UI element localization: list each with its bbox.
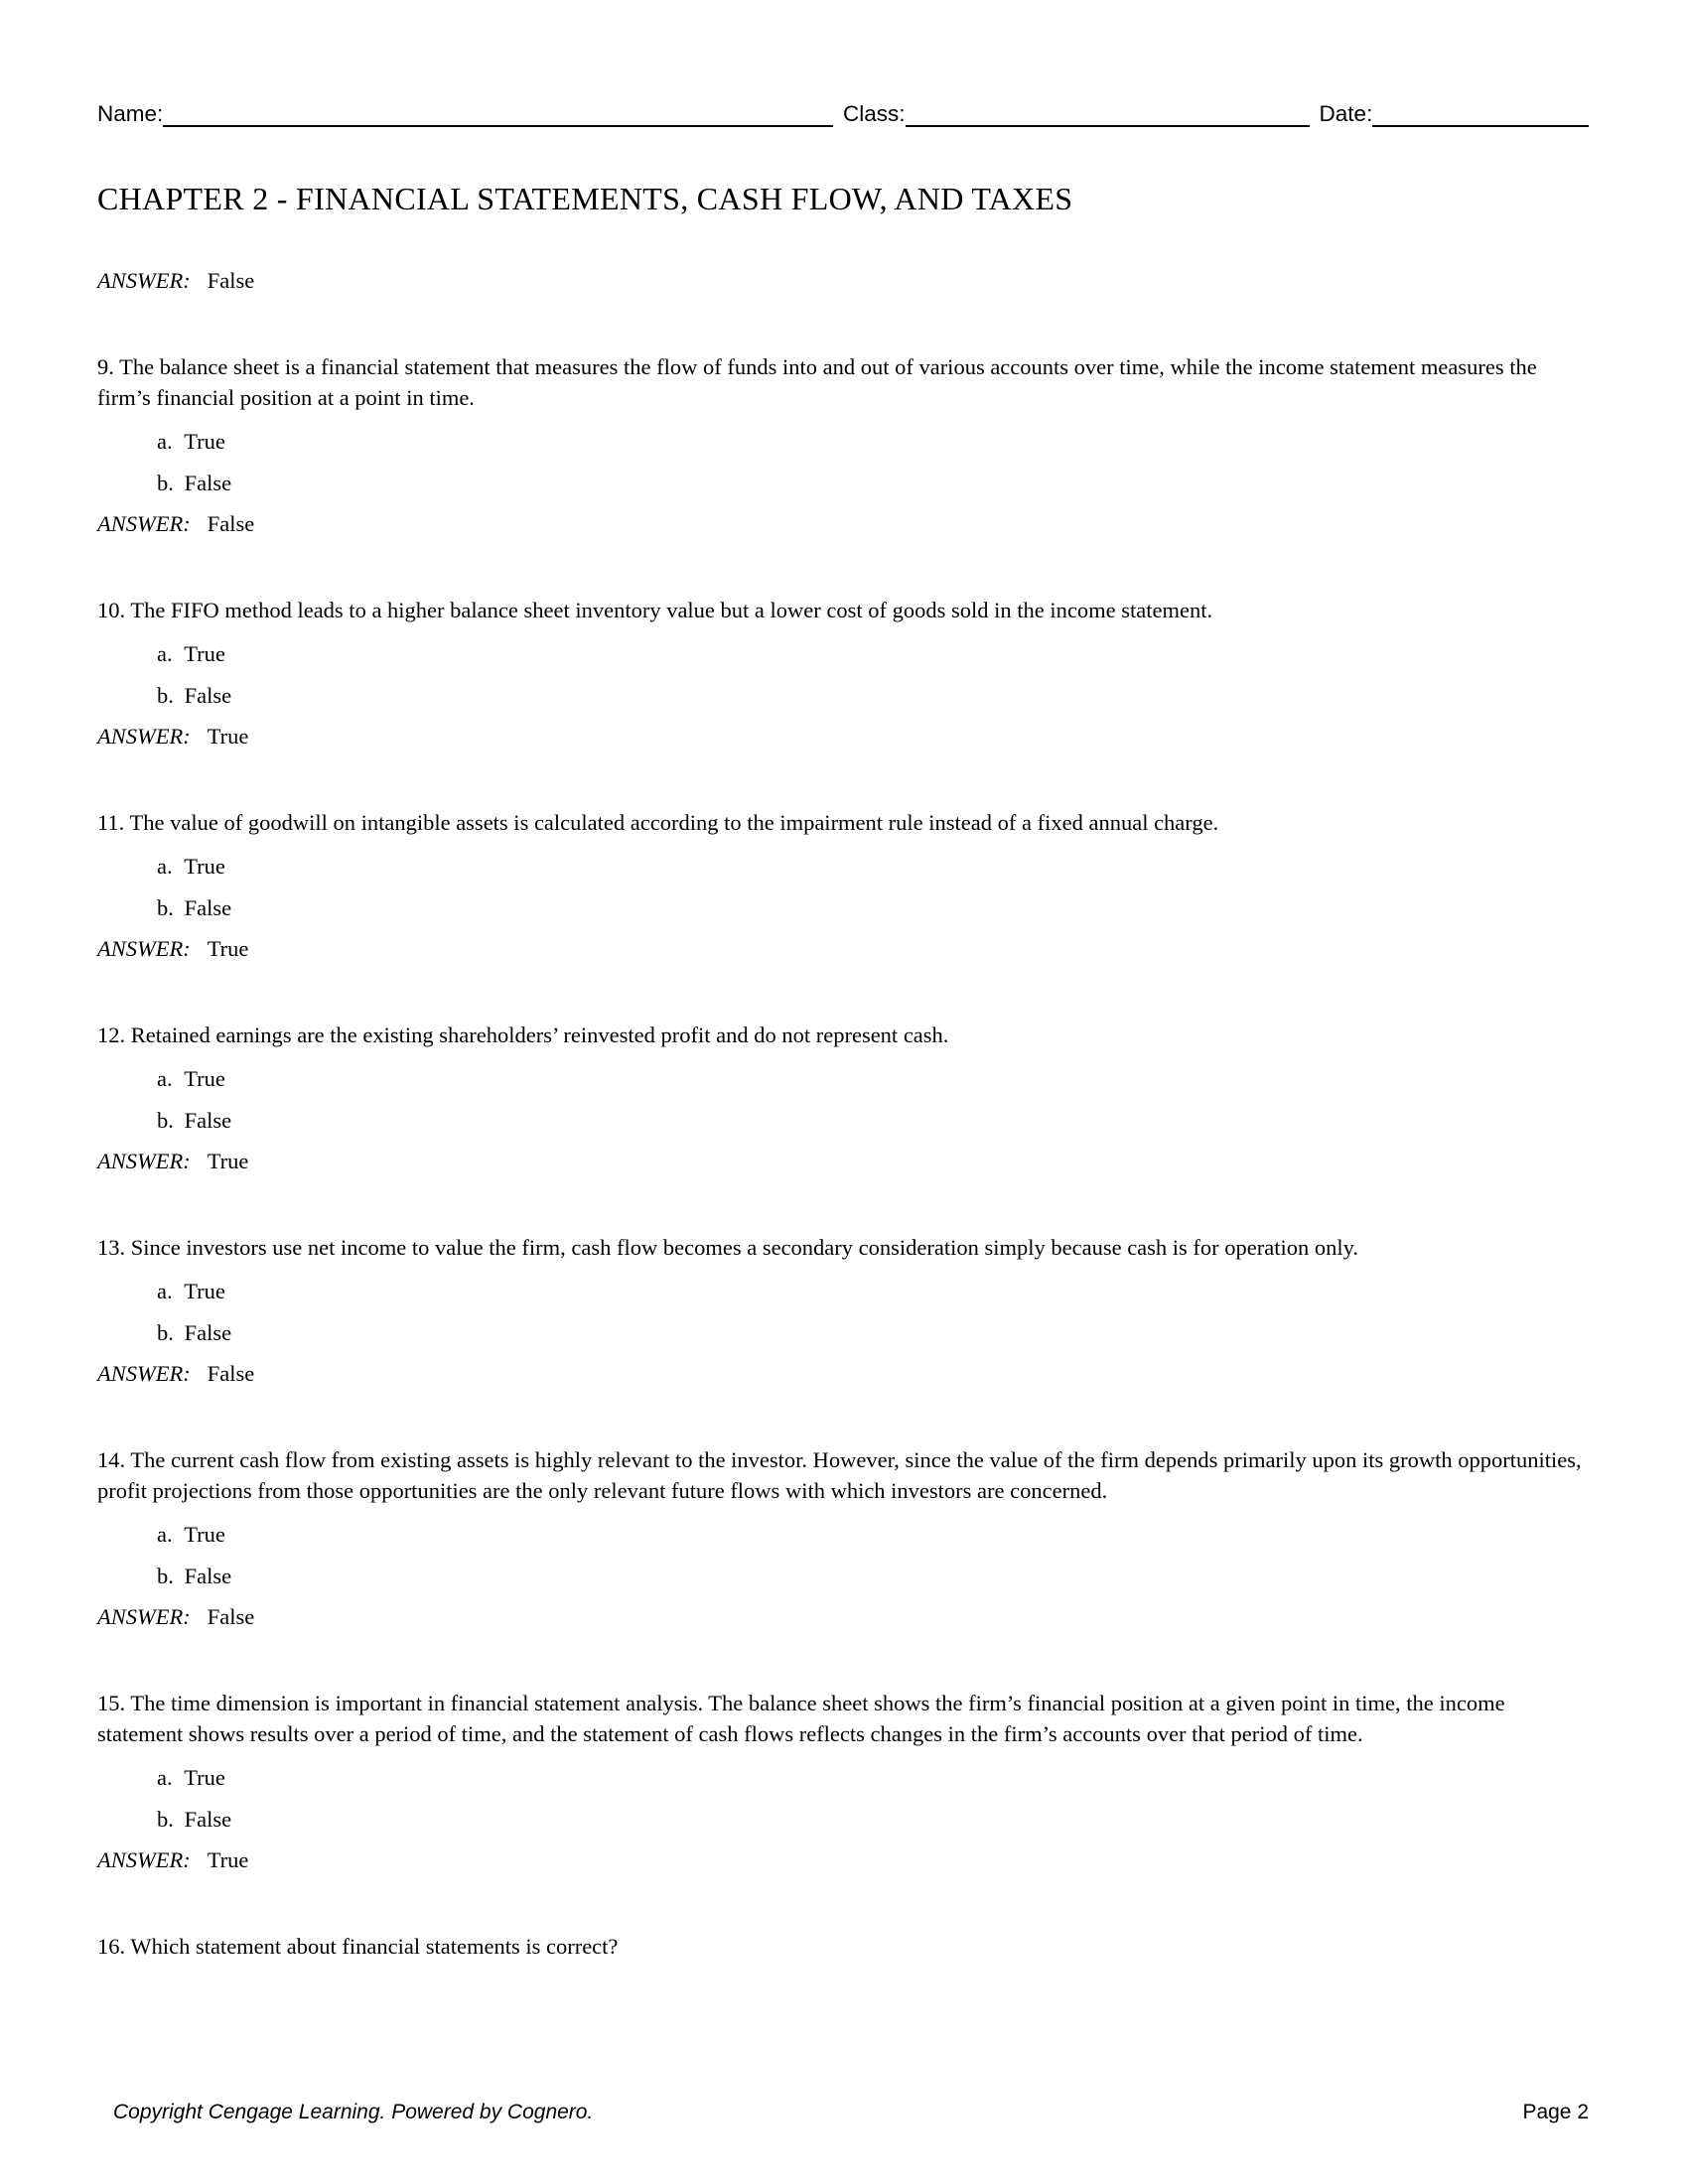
choices-list <box>97 1515 1589 1598</box>
answer-label: ANSWER: <box>97 268 191 293</box>
choice-letter: b. <box>157 895 174 920</box>
answer-line <box>97 933 1589 964</box>
choice-letter: a. <box>157 1066 173 1091</box>
choice-label: True <box>184 1279 225 1303</box>
choice-letter: b. <box>157 471 174 495</box>
question-body: The current cash flow from existing assets is highly relevant to the investor. However, since the value of the firm depends primarily upon its growth opportunities, profit projections from those opportunities are the only relevant future flows with which investors are concerned. <box>97 1447 1582 1503</box>
choice-a <box>157 1059 1589 1101</box>
name-blank-line <box>163 101 833 127</box>
question-text <box>97 1931 1589 1962</box>
choices-list <box>97 1758 1589 1842</box>
answer-value: False <box>207 511 255 536</box>
choice-letter: b. <box>157 1564 174 1588</box>
date-blank-line <box>1372 101 1589 127</box>
question-body: The FIFO method leads to a higher balance sheet inventory value but a lower cost of goods sold in the income statement. <box>130 598 1213 622</box>
answer-line <box>97 721 1589 751</box>
choices-list <box>97 422 1589 505</box>
choice-label: True <box>184 1066 225 1091</box>
choice-letter: b. <box>157 1807 174 1832</box>
page-footer <box>113 2101 1589 2124</box>
choice-label: False <box>184 683 232 708</box>
copyright-text: Copyright Cengage Learning. Powered by Cognero. <box>113 2101 594 2123</box>
question-text <box>97 807 1589 838</box>
choice-b <box>157 1313 1589 1355</box>
question-text <box>97 1232 1589 1263</box>
answer-value: True <box>207 936 249 961</box>
choice-label: False <box>184 895 232 920</box>
question-block <box>97 595 1589 751</box>
answer-line <box>97 508 1589 539</box>
choice-label: False <box>184 1108 232 1133</box>
page-number: Page 2 <box>1522 2101 1589 2123</box>
question-number: 15. <box>97 1691 126 1715</box>
choice-b <box>157 1800 1589 1842</box>
choice-a <box>157 634 1589 676</box>
choice-b <box>157 1557 1589 1598</box>
answer-label: ANSWER: <box>97 511 191 536</box>
question-body: The value of goodwill on intangible assets is calculated according to the impairment rule instead of a fixed annual charge. <box>129 810 1219 835</box>
name-label: Name: <box>97 101 164 126</box>
question-body: Since investors use net income to value the firm, cash flow becomes a secondary consideration simply because cash is for operation only. <box>130 1235 1359 1260</box>
question-block <box>97 1232 1589 1389</box>
carryover-answer-line <box>97 265 1589 296</box>
question-block <box>97 1020 1589 1176</box>
choice-a <box>157 422 1589 464</box>
choice-label: True <box>184 1522 225 1547</box>
answer-label: ANSWER: <box>97 1847 191 1872</box>
question-text <box>97 1020 1589 1050</box>
question-body: Which statement about financial statements is correct? <box>130 1934 619 1959</box>
choices-list <box>97 847 1589 930</box>
choice-letter: a. <box>157 429 173 454</box>
page-title: CHAPTER 2 - FINANCIAL STATEMENTS, CASH FLOW, AND TAXES <box>97 181 1073 216</box>
question-body: Retained earnings are the existing shareholders’ reinvested profit and do not represent cash. <box>130 1023 949 1047</box>
question-text <box>97 1444 1589 1506</box>
choice-label: False <box>184 471 232 495</box>
answer-value: True <box>207 724 249 749</box>
answer-line <box>97 1146 1589 1176</box>
answer-value: False <box>207 268 255 293</box>
question-number: 12. <box>97 1023 126 1047</box>
choices-list <box>97 1059 1589 1143</box>
answer-label: ANSWER: <box>97 1149 191 1173</box>
choice-b <box>157 676 1589 718</box>
question-number: 9. <box>97 354 114 379</box>
question-block <box>97 1931 1589 1962</box>
question-block <box>97 351 1589 539</box>
date-label: Date: <box>1319 101 1373 126</box>
answer-line <box>97 1601 1589 1632</box>
choice-letter: b. <box>157 1108 174 1133</box>
answer-line <box>97 1844 1589 1875</box>
answer-value: False <box>207 1361 255 1386</box>
question-number: 16. <box>97 1934 126 1959</box>
choice-letter: a. <box>157 1279 173 1303</box>
question-number: 13. <box>97 1235 126 1260</box>
choice-letter: b. <box>157 1320 174 1345</box>
choice-letter: a. <box>157 1765 173 1790</box>
class-label: Class: <box>843 101 906 126</box>
question-block <box>97 1688 1589 1875</box>
class-blank-line <box>906 101 1310 127</box>
answer-label: ANSWER: <box>97 936 191 961</box>
choice-label: False <box>184 1564 232 1588</box>
choice-b <box>157 1101 1589 1143</box>
choice-letter: a. <box>157 854 173 879</box>
choice-a <box>157 1758 1589 1800</box>
choice-b <box>157 464 1589 505</box>
answer-value: True <box>207 1847 249 1872</box>
choice-a <box>157 847 1589 888</box>
choice-label: True <box>184 1765 225 1790</box>
choice-label: False <box>184 1807 232 1832</box>
header-fill-in-line <box>97 101 1589 127</box>
question-text <box>97 595 1589 625</box>
question-number: 14. <box>97 1447 126 1472</box>
answer-value: True <box>207 1149 249 1173</box>
choice-letter: a. <box>157 1522 173 1547</box>
answer-label: ANSWER: <box>97 1604 191 1629</box>
questions-list <box>97 351 1589 1962</box>
answer-label: ANSWER: <box>97 724 191 749</box>
answer-value: False <box>207 1604 255 1629</box>
question-block <box>97 1444 1589 1632</box>
choice-label: True <box>184 854 225 879</box>
choice-letter: b. <box>157 683 174 708</box>
answer-label: ANSWER: <box>97 1361 191 1386</box>
choice-a <box>157 1272 1589 1313</box>
choices-list <box>97 1272 1589 1355</box>
question-body: The balance sheet is a financial statement that measures the flow of funds into and out of various accounts over time, while the income statement measures the firm’s financial position at a point in time. <box>97 354 1537 410</box>
choice-label: True <box>184 641 225 666</box>
choice-a <box>157 1515 1589 1557</box>
answer-line <box>97 1358 1589 1389</box>
question-number: 10. <box>97 598 126 622</box>
choices-list <box>97 634 1589 718</box>
choice-letter: a. <box>157 641 173 666</box>
question-number: 11. <box>97 810 125 835</box>
question-text <box>97 1688 1589 1749</box>
choice-label: False <box>184 1320 232 1345</box>
question-text <box>97 351 1589 413</box>
choice-b <box>157 888 1589 930</box>
question-body: The time dimension is important in financial statement analysis. The balance sheet shows the firm’s financial position at a given point in time, the income statement shows results over a period of time, and the statement of cash flows reflects changes in the firm’s accounts over that period of time. <box>97 1691 1505 1746</box>
question-block <box>97 807 1589 964</box>
choice-label: True <box>184 429 225 454</box>
